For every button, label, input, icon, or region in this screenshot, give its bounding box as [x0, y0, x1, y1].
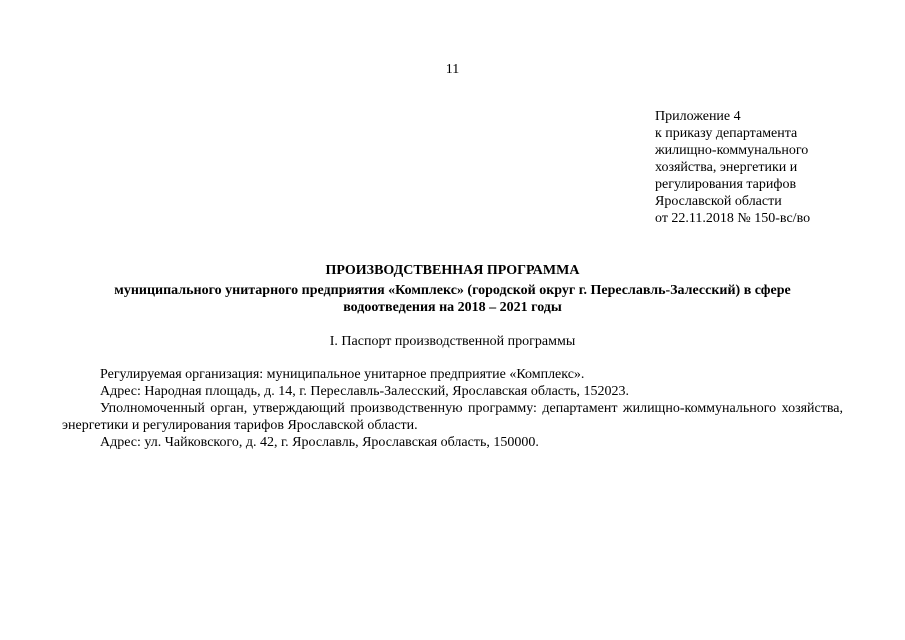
body-paragraph: Адрес: ул. Чайковского, д. 42, г. Ярославль, Ярославская область, 150000.	[100, 435, 539, 450]
appendix-line: Приложение 4	[655, 109, 741, 124]
appendix-line: Ярославской области	[655, 194, 782, 209]
document-subtitle: муниципального унитарного предприятия «Комплекс» (городской округ г. Переславль-Залесский) в сфере водоотведения на 2018 – 2021 годы	[114, 283, 791, 315]
appendix-line: регулирования тарифов	[655, 177, 797, 192]
appendix-line: жилищно-коммунального	[655, 143, 809, 158]
appendix-block	[655, 108, 810, 227]
appendix-line: к приказу департамента	[655, 126, 798, 141]
section-heading: I. Паспорт производственной программы	[329, 334, 576, 349]
page-number: 11	[445, 62, 460, 77]
body-paragraph: Регулируемая организация: муниципальное унитарное предприятие «Комплекс».	[100, 367, 585, 382]
appendix-line: от 22.11.2018 № 150-вс/во	[655, 211, 811, 226]
appendix-line: хозяйства, энергетики и	[655, 160, 798, 175]
body-paragraph: Адрес: Народная площадь, д. 14, г. Переславль-Залесский, Ярославская область, 152023.	[100, 384, 630, 399]
document-body	[62, 366, 843, 451]
body-paragraph: Уполномоченный орган, утверждающий производственную программу: департамент жилищно-коммунального хозяйства, энергетики и регулирования тарифов Ярославской области.	[62, 401, 843, 433]
document-title: ПРОИЗВОДСТВЕННАЯ ПРОГРАММА	[325, 263, 580, 278]
